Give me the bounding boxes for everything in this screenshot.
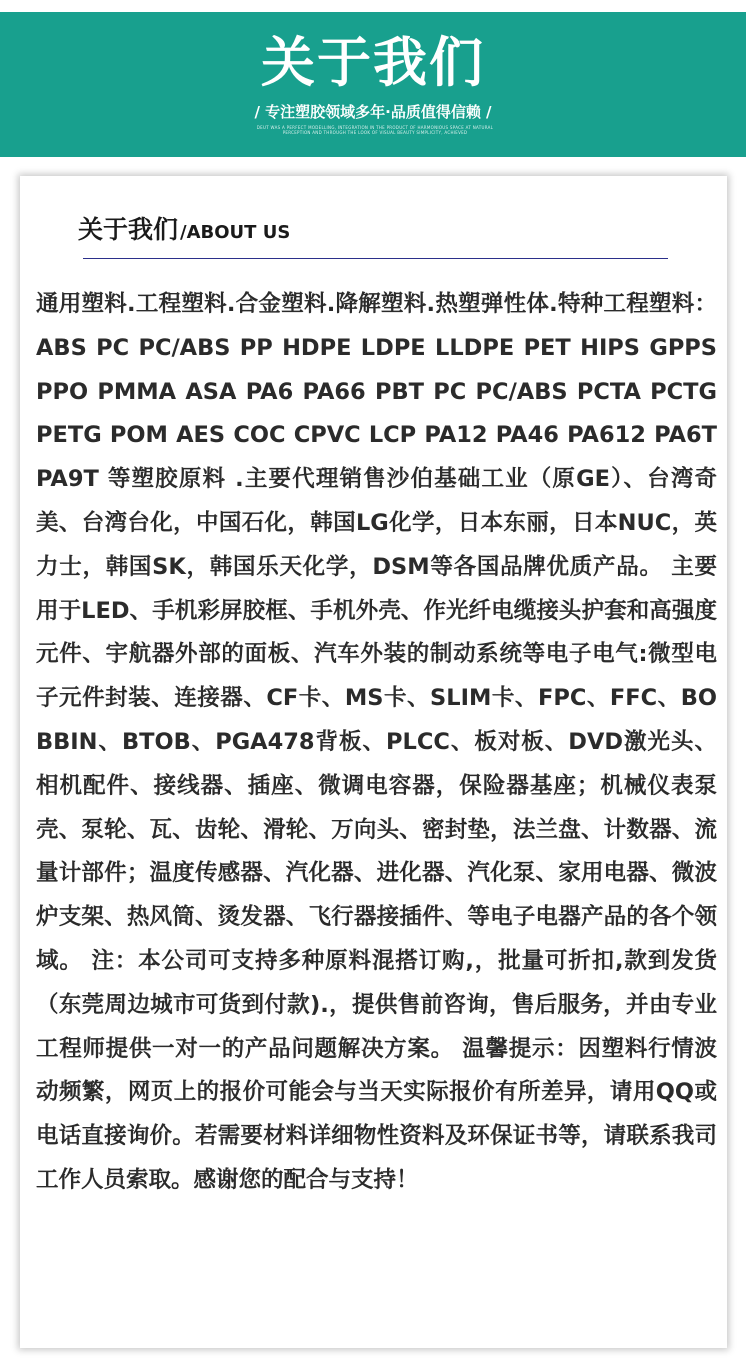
header-banner bbox=[0, 12, 746, 157]
about-card bbox=[20, 176, 727, 1348]
banner-slogan: / 专注塑胶领域多年·品质值得信赖 / bbox=[254, 103, 492, 121]
section-divider bbox=[83, 258, 668, 259]
section-title-en: /ABOUT US bbox=[180, 222, 291, 243]
section-title-cn: 关于我们 bbox=[78, 215, 179, 244]
banner-title: 关于我们 bbox=[261, 31, 485, 94]
section-heading bbox=[78, 210, 290, 246]
about-body-text: 通用塑料.工程塑料.合金塑料.降解塑料.热塑弹性体.特种工程塑料：ABS PC PC/ABS PP HDPE LDPE LLDPE PET HIPS GPPS PPO PMMA ASA PA6 PA66 PBT PC PC/ABS PCTA PCTG PETG POM AES COC CPVC LCP PA12 PA46 PA612 PA6T PA9T 等塑胶原料 .主要代理销售沙伯基础工业（原GE）、台湾奇美、台湾台化，中国石化，韩国LG化学，日本东丽，日本NUC，英力士，韩国SK，韩国乐天化学，DSM等各国品牌优质产品。 主要用于LED、手机彩屏胶框、手机外壳、作光纤电缆接头护套和高强度元件、宇航器外部的面板、汽车外装的制动系统等电子电气:微型电子元件封装、连接器、CF卡、MS卡、SLIM卡、FPC、FFC、BOBBIN、BTOB、PGA478背板、PLCC、板对板、DVD激光头、相机配件、接线器、插座、微调电容器，保险器基座；机械仪表泵壳、泵轮、瓦、齿轮、滑轮、万向头、密封垫，法兰盘、计数器、流量计部件；温度传感器、汽化器、进化器、汽化泵、家用电器、微波炉支架、热风筒、烫发器、飞行器接插件、等电子电器产品的各个领域。 注：本公司可支持多种原料混搭订购,，批量可折扣,款到发货（东莞周边城市可货到付款).，提供售前咨询，售后服务，并由专业工程师提供一对一的产品问题解决方案。 温馨提示：因塑料行情波动频繁，网页上的报价可能会与当天实际报价有所差异，请用QQ或电话直接询价。若需要材料详细物性资料及环保证书等，请联系我司工作人员索取。感谢您的配合与支持！ bbox=[36, 291, 717, 1193]
banner-fine-print: DEUT WAS A PERFECT MODELLING, INTEGRATION IN THE PRODUCT OF HARMONIOUS SPACE AT NATURAL PERCEPTION AND THROUGH THE LOOK OF VISUAL BEAUTY SIMPLICITY, ACHIEVED bbox=[256, 125, 494, 135]
